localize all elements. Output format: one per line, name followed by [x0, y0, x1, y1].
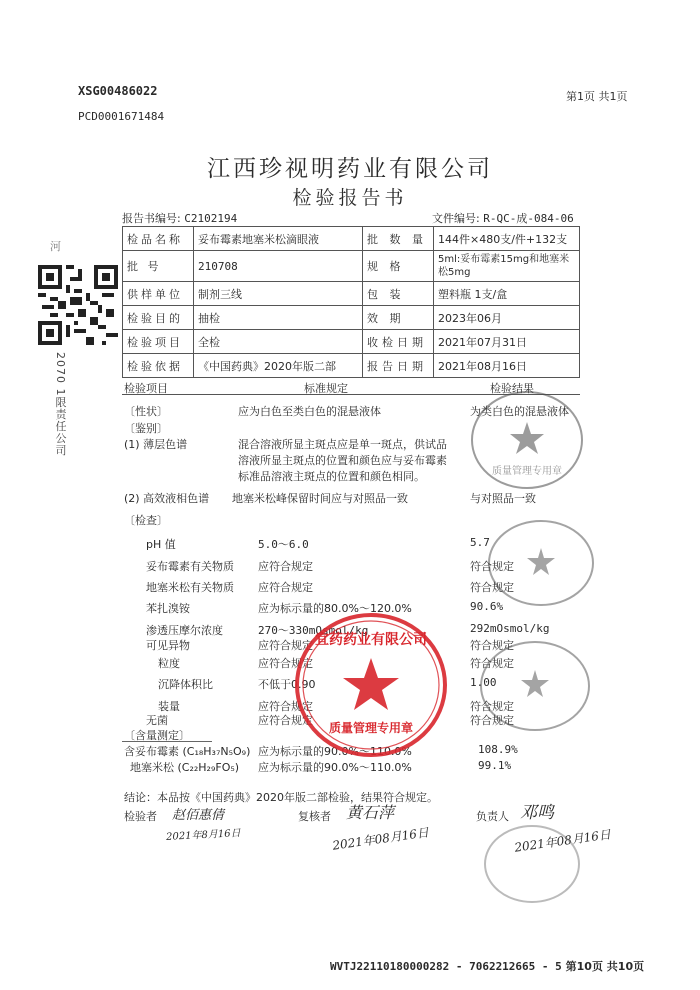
- reviewer-label: 复核者: [298, 810, 331, 823]
- benzalkonium-item: 苯扎溴铵: [146, 602, 190, 615]
- info-value: 妥布霉素地塞米松滴眼液: [194, 227, 363, 251]
- info-label: 供样单位: [123, 282, 194, 306]
- info-value: 2023年06月: [434, 306, 580, 330]
- quality-stamp-mid: [486, 518, 596, 608]
- sterility-item: 无菌: [146, 714, 168, 727]
- hplc-result: 与对照品一致: [470, 492, 536, 505]
- doc-code-1: XSG00486022: [78, 84, 158, 98]
- hplc-item: (2) 高效液相色谱: [124, 492, 210, 505]
- tobramycin-substances-item: 妥布霉素有关物质: [146, 560, 234, 573]
- dexamethasone-substances-standard: 应符合规定: [258, 581, 313, 594]
- company-name: 江西珍视明药业有限公司: [207, 156, 493, 182]
- assay-dexamethasone-item: 地塞米松 (C₂₂H₂₉FO₅): [130, 761, 240, 774]
- info-value: 210708: [194, 251, 363, 282]
- info-row: [123, 330, 580, 354]
- conclusion: 结论：本品按《中国药典》2020年版二部检验，结果符合规定。: [124, 791, 438, 804]
- col-header-standard: 标准规定: [304, 382, 348, 395]
- info-label: 检品名称: [123, 227, 194, 251]
- assay-dexamethasone-result: 99.1%: [478, 759, 512, 772]
- info-row: [123, 282, 580, 306]
- reviewer-date: 2021年08月16日: [331, 825, 430, 853]
- report-number-label: 报告书编号:: [122, 212, 181, 225]
- section-identification: 〔鉴别〕: [124, 422, 168, 435]
- info-table: [122, 226, 580, 378]
- hplc-standard: 地塞米松峰保留时间应与对照品一致: [232, 492, 408, 505]
- info-value: 塑料瓶 1支/盒: [434, 282, 580, 306]
- manager-label: 负责人: [476, 810, 509, 823]
- manager-date: 2021年08月16日: [513, 827, 612, 855]
- file-number: [432, 210, 574, 226]
- info-label: 批 号: [123, 251, 194, 282]
- visible-particles-standard: 应符合规定: [258, 639, 313, 652]
- ph-standard: 5.0～6.0: [258, 538, 309, 551]
- quality-stamp-red: [292, 610, 450, 760]
- osmolality-item: 渗透压摩尔浓度: [146, 624, 223, 637]
- info-row: [123, 251, 580, 282]
- footer-page: 第10页: [565, 960, 603, 973]
- sedimentation-item: 沉降体积比: [158, 678, 213, 691]
- section-assay: 〔含量测定〕: [124, 729, 190, 742]
- doc-code-2: PCD0001671484: [78, 110, 165, 123]
- info-value: 《中国药典》2020年版二部: [194, 354, 363, 378]
- report-number-value: C2102194: [184, 212, 238, 225]
- reviewer-signature: 黄石萍: [346, 803, 395, 822]
- quality-stamp-bottom: [482, 822, 582, 906]
- tobramycin-substances-standard: 应符合规定: [258, 560, 313, 573]
- footer-bar: [330, 958, 644, 974]
- tlc-standard-line1: 混合溶液所显主斑点应是单一斑点，供试品: [238, 438, 447, 451]
- svg-text:质量管理专用章: 质量管理专用章: [492, 466, 562, 477]
- assay-tobramycin-standard: 应为标示量的90.0%～110.0%: [258, 745, 412, 758]
- left-vertical-char: 河: [50, 240, 61, 253]
- report-number: [122, 210, 237, 226]
- particle-size-result: 符合规定: [470, 657, 514, 670]
- benzalkonium-standard: 应为标示量的80.0%～120.0%: [258, 602, 412, 615]
- particle-size-item: 粒度: [158, 657, 180, 670]
- info-label: 报告日期: [363, 354, 434, 378]
- file-number-value: R-QC-成-084-06: [483, 212, 574, 225]
- fill-volume-result: 符合规定: [470, 700, 514, 713]
- fill-volume-standard: 应符合规定: [258, 700, 313, 713]
- info-value: 2021年07月31日: [434, 330, 580, 354]
- tobramycin-substances-result: 符合规定: [470, 560, 514, 573]
- visible-particles-item: 可见异物: [146, 639, 190, 652]
- info-label: 批 数 量: [363, 227, 434, 251]
- info-label: 检验目的: [123, 306, 194, 330]
- assay-tobramycin-item: 含妥布霉素 (C₁₈H₃₇N₅O₉): [124, 745, 251, 758]
- info-row: [123, 354, 580, 378]
- qr-caption: 2070 1限责任公司: [54, 352, 67, 457]
- dexamethasone-substances-item: 地塞米松有关物质: [146, 581, 234, 594]
- sterility-standard: 应符合规定: [258, 714, 313, 727]
- footer-code: WVTJ22110180000282 - 7062212665 - 5: [330, 960, 562, 973]
- inspector-signature: 赵佰惠倩: [172, 808, 225, 823]
- tlc-item: (1) 薄层色谱: [124, 438, 188, 451]
- report-title: 检验报告书: [292, 187, 408, 209]
- info-value: 全检: [194, 330, 363, 354]
- sterility-result: 符合规定: [470, 714, 514, 727]
- file-number-label: 文件编号:: [432, 212, 480, 225]
- visible-particles-result: 符合规定: [470, 639, 514, 652]
- info-label: 包 装: [363, 282, 434, 306]
- quality-stamp-lower: [478, 638, 592, 734]
- info-value: 制剂三线: [194, 282, 363, 306]
- info-label: 检验项目: [123, 330, 194, 354]
- assay-tobramycin-result: 108.9%: [478, 743, 518, 756]
- section-tests: 〔检查〕: [124, 514, 168, 527]
- info-value: 5ml:妥布霉素15mg和地塞米松5mg: [434, 251, 580, 282]
- info-value: 抽检: [194, 306, 363, 330]
- info-row: [123, 306, 580, 330]
- info-row: [123, 227, 580, 251]
- appearance-standard: 应为白色至类白色的混悬液体: [238, 405, 381, 418]
- tlc-standard-line2: 溶液所显主斑点的位置和颜色应与妥布霉素: [238, 454, 447, 467]
- benzalkonium-result: 90.6%: [470, 600, 504, 613]
- info-label: 效 期: [363, 306, 434, 330]
- section-appearance: 〔性状〕: [124, 405, 168, 418]
- appearance-result: 为类白色的混悬液体: [470, 405, 569, 418]
- info-value: 144件×480支/件+132支: [434, 227, 580, 251]
- inspector-label: 检验者: [124, 810, 157, 823]
- fill-volume-item: 装量: [158, 700, 180, 713]
- quality-stamp-top: [468, 388, 586, 492]
- assay-rule: [122, 741, 212, 742]
- info-label: 检验依据: [123, 354, 194, 378]
- ph-result: 5.7: [470, 536, 490, 549]
- sedimentation-result: 1.00: [470, 676, 497, 689]
- info-label: 规 格: [363, 251, 434, 282]
- manager-signature: 邓鸣: [520, 803, 554, 823]
- tlc-standard-line3: 标准品溶液主斑点的位置和颜色相同。: [238, 470, 425, 483]
- particle-size-standard: 应符合规定: [258, 657, 313, 670]
- page-info: 第1页 共1页: [566, 90, 628, 103]
- sedimentation-standard: 不低于0.90: [258, 678, 316, 691]
- svg-text:质量管理专用章: 质量管理专用章: [328, 721, 414, 735]
- inspector-date: 2021年8月16日: [165, 828, 241, 843]
- svg-text:宜药药业有限公司: 宜药药业有限公司: [315, 632, 427, 648]
- col-header-result: 检验结果: [490, 382, 534, 395]
- osmolality-standard: 270～330mOsmol/kg: [258, 624, 369, 637]
- assay-dexamethasone-standard: 应为标示量的90.0%～110.0%: [258, 761, 412, 774]
- info-value: 2021年08月16日: [434, 354, 580, 378]
- ph-item: pH 值: [146, 538, 176, 551]
- col-header-item: 检验项目: [124, 382, 168, 395]
- osmolality-result: 292mOsmol/kg: [470, 622, 550, 635]
- info-label: 收检日期: [363, 330, 434, 354]
- footer-total: 共10页: [606, 960, 645, 973]
- qr-code-icon: [38, 265, 118, 345]
- dexamethasone-substances-result: 符合规定: [470, 581, 514, 594]
